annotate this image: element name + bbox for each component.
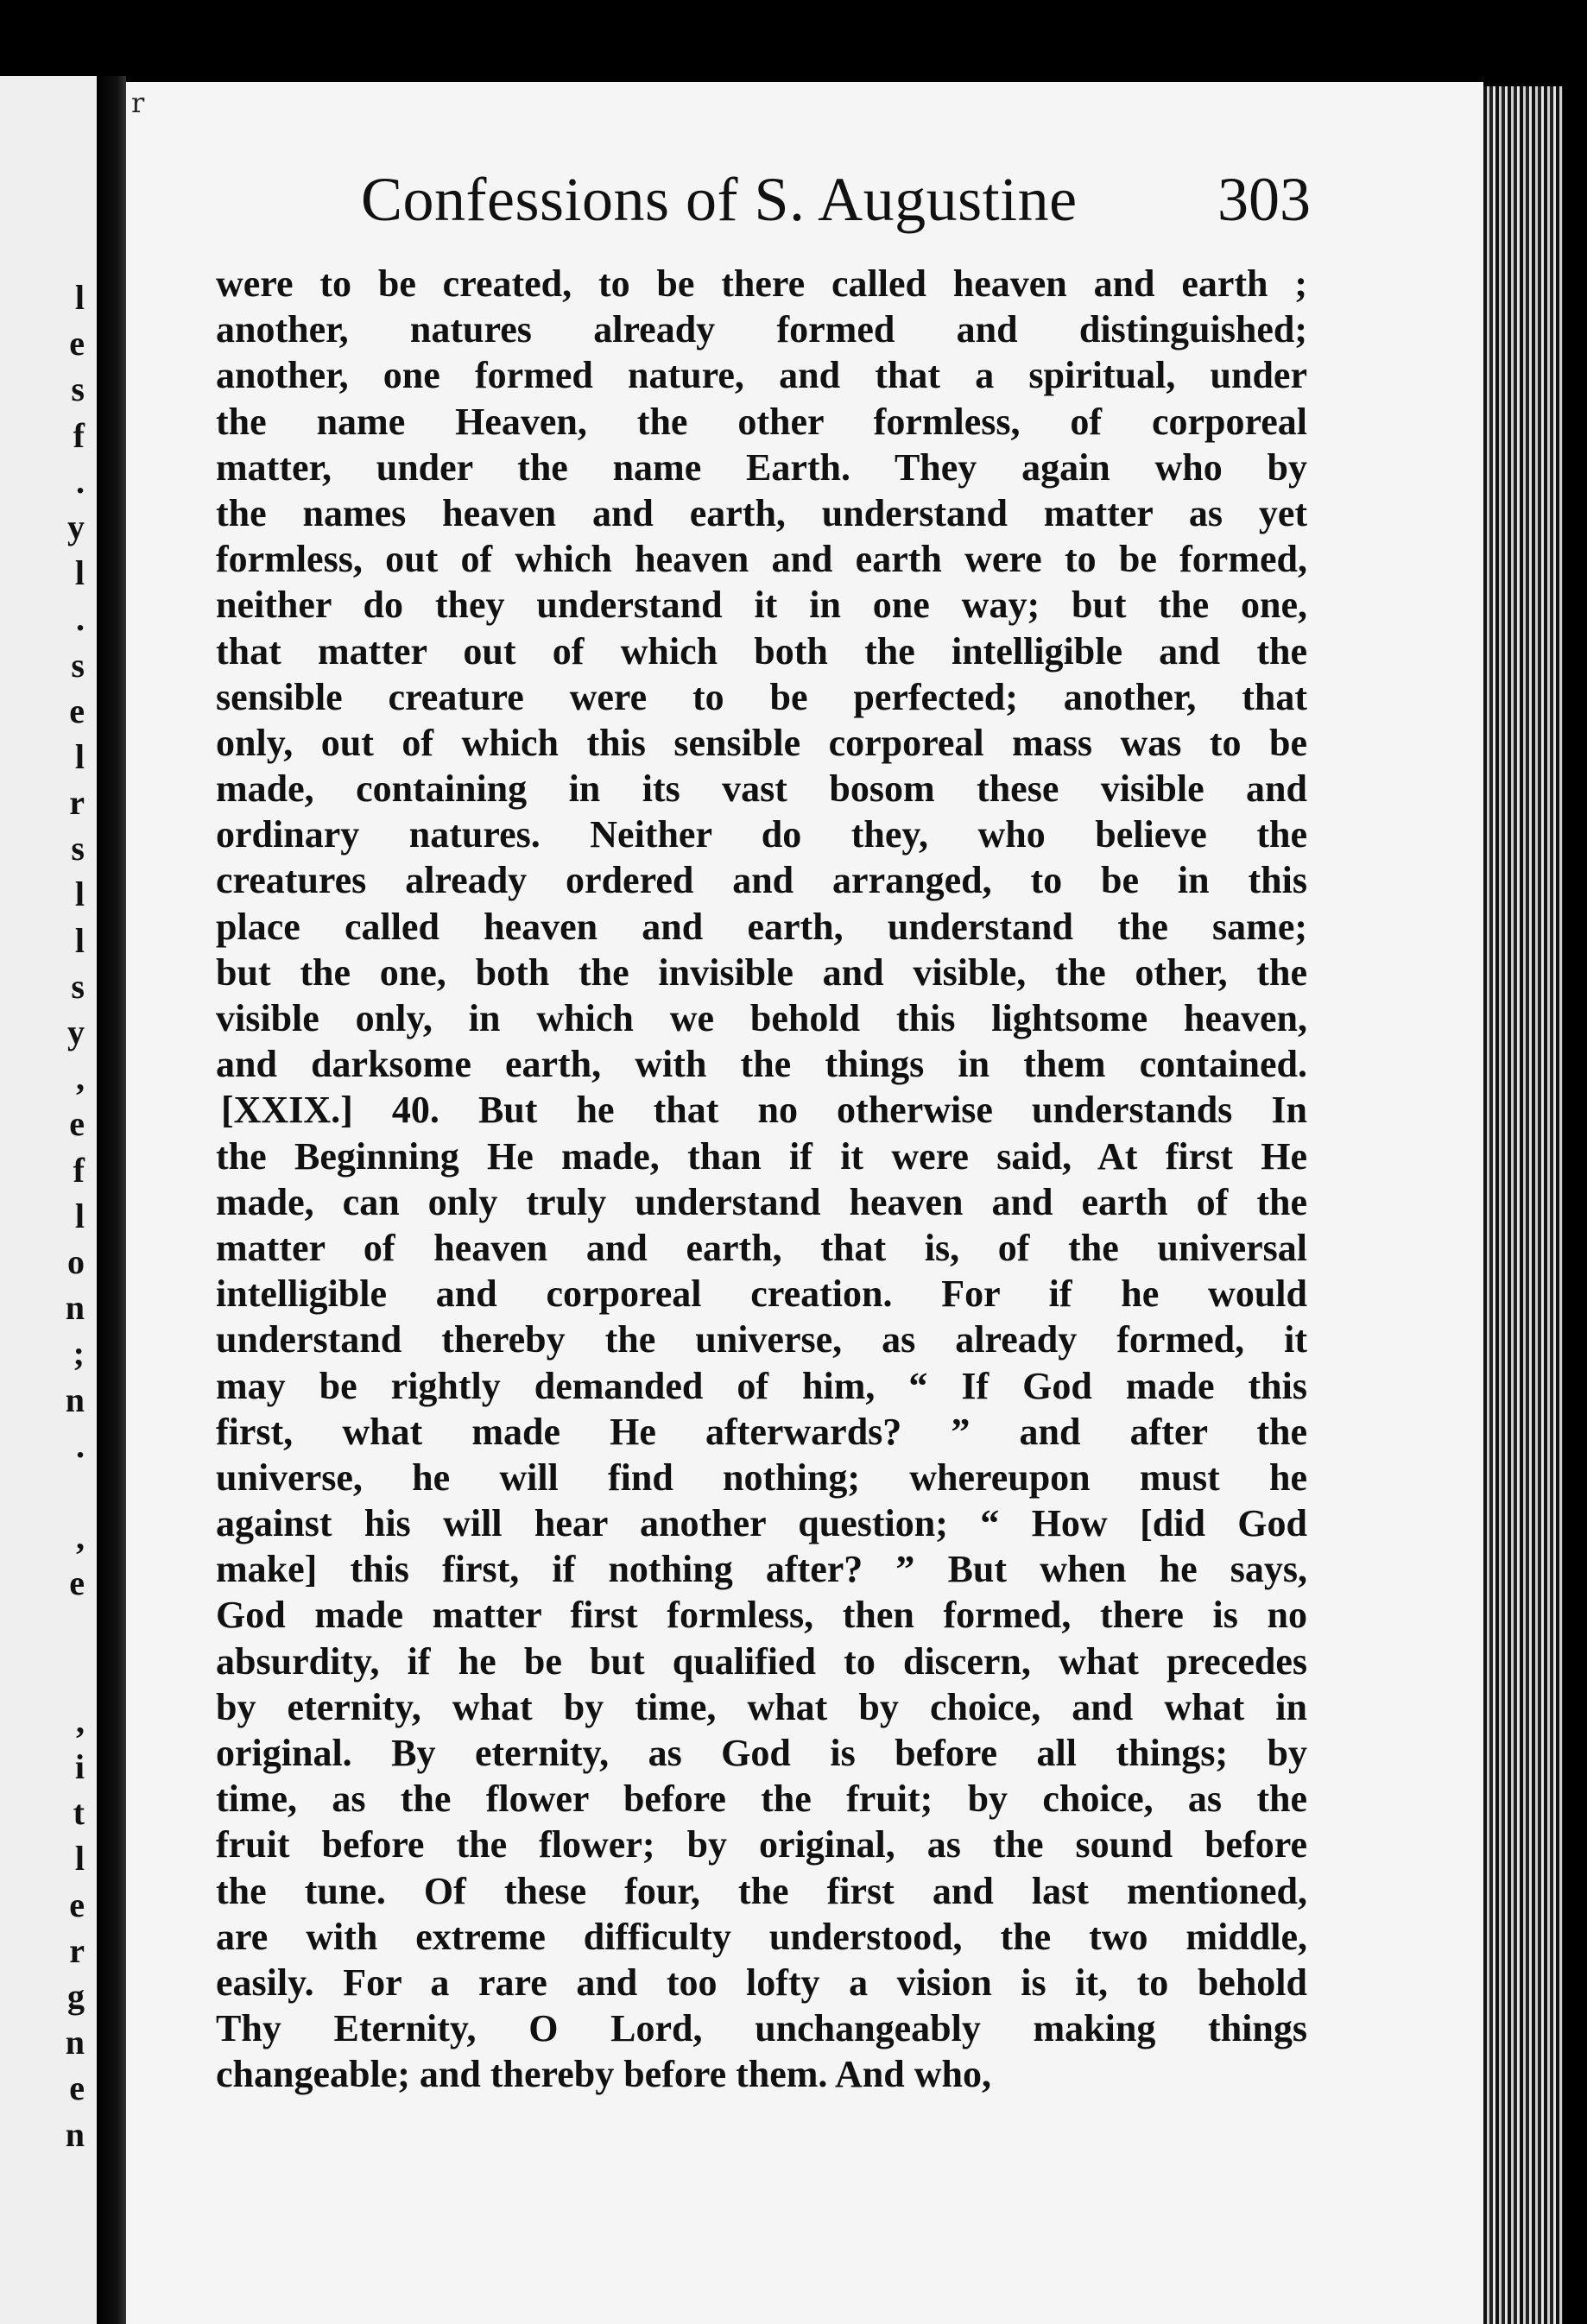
left-page-letter: e xyxy=(69,324,85,363)
left-page-letter: e xyxy=(69,1563,85,1603)
left-page-letter: n xyxy=(65,1288,85,1328)
book-gutter xyxy=(97,76,126,2324)
left-page-edge xyxy=(0,76,97,2324)
left-page-letter: y xyxy=(67,1013,85,1051)
left-page-letter: e xyxy=(69,1104,85,1144)
text-line: original. By eternity, as God is before all things; by xyxy=(216,1732,1307,1774)
page-number: 303 xyxy=(1217,165,1311,234)
text-line: [XXIX.] 40. But he that no otherwise understands In xyxy=(221,1089,1307,1132)
text-line: the name Heaven, the other formless, of corporeal xyxy=(216,400,1307,443)
left-page-letter: s xyxy=(71,369,85,409)
left-page-letter: l xyxy=(74,920,85,960)
left-page-letter: . xyxy=(76,1425,85,1465)
running-title: Confessions of S. Augustine xyxy=(361,165,1078,234)
text-line: visible only, in which we behold this lightsome heaven, xyxy=(216,997,1307,1039)
left-page-letter: s xyxy=(71,966,85,1006)
left-page-letter: l xyxy=(74,553,85,593)
text-line: by eternity, what by time, what by choice, and what in xyxy=(216,1685,1307,1728)
text-line: absurdity, if he be but qualified to discern, what precedes xyxy=(216,1639,1307,1683)
left-page-letter: f xyxy=(73,415,85,455)
left-page-letter: l xyxy=(74,278,85,317)
left-page-cut-text xyxy=(54,275,85,2157)
text-line: another, one formed nature, and that a spiritual, under xyxy=(216,354,1307,397)
text-line: creatures already ordered and arranged, to be in this xyxy=(216,859,1307,902)
text-line: neither do they understand it in one way; but the one, xyxy=(216,584,1307,627)
left-page-letter: l xyxy=(74,1196,85,1235)
left-page-letter: . xyxy=(76,599,85,639)
left-page-letter: s xyxy=(71,645,85,685)
text-line: only, out of which this sensible corporeal mass was to be xyxy=(216,721,1307,764)
text-line: first, what made He afterwards? ” and after the xyxy=(216,1410,1307,1453)
scan-border xyxy=(1563,86,1587,2324)
corner-mark: r xyxy=(131,86,145,119)
text-line: matter of heaven and earth, that is, of the universal xyxy=(216,1226,1307,1269)
text-line: God made matter first formless, then formed, there is no xyxy=(216,1594,1307,1637)
text-line: that matter out of which both the intelligible and the xyxy=(216,629,1307,673)
left-page-letter: , xyxy=(76,1518,85,1557)
left-page-letter: g xyxy=(67,1976,85,2016)
left-page-letter: n xyxy=(65,2023,85,2062)
left-page-letter: e xyxy=(69,1885,85,1924)
text-line: ordinary natures. Neither do they, who believe the xyxy=(216,813,1307,856)
text-line: are with extreme difficulty understood, the two middle, xyxy=(216,1915,1307,1958)
text-line: formless, out of which heaven and earth were to be formed, xyxy=(216,538,1307,581)
page-stack-edge xyxy=(1483,86,1563,2324)
text-line: universe, he will find nothing; whereupon must he xyxy=(216,1456,1307,1499)
text-line: made, containing in its vast bosom these visible and xyxy=(216,767,1307,811)
text-line: and darksome earth, with the things in them contained. xyxy=(216,1043,1307,1086)
left-page-letter: i xyxy=(74,1747,85,1786)
text-line: the tune. Of these four, the first and last mentioned, xyxy=(216,1869,1307,1912)
left-page-letter: n xyxy=(65,2114,85,2154)
text-line: the Beginning He made, than if it were said, At first He xyxy=(216,1134,1307,1178)
left-page-letter: ; xyxy=(73,1334,85,1374)
left-page-letter: n xyxy=(65,1380,85,1419)
left-page-letter: l xyxy=(74,1839,85,1879)
text-line: place called heaven and earth, understand the same; xyxy=(216,905,1307,948)
text-line: intelligible and corporeal creation. For if he would xyxy=(216,1273,1307,1316)
text-line: another, natures already formed and distinguished; xyxy=(216,308,1307,351)
left-page-letter: e xyxy=(69,2068,85,2108)
left-page-letter: r xyxy=(69,783,85,823)
left-page-letter: l xyxy=(74,736,85,776)
text-line: understand thereby the universe, as already formed, it xyxy=(216,1318,1307,1361)
text-line: matter, under the name Earth. They again who by xyxy=(216,445,1307,489)
text-line: make] this first, if nothing after? ” But when he says, xyxy=(216,1548,1307,1591)
text-line: Thy Eternity, O Lord, unchangeably making things xyxy=(216,2007,1307,2050)
left-page-letter: r xyxy=(69,1930,85,1970)
left-page-letter: , xyxy=(76,1058,85,1098)
text-line: sensible creature were to be perfected; another, that xyxy=(216,675,1307,718)
text-line: were to be created, to be there called heaven and earth ; xyxy=(216,262,1307,305)
left-page-letter: t xyxy=(73,1793,85,1833)
text-line: but the one, both the invisible and visible, the other, the xyxy=(216,950,1307,994)
left-page-letter: , xyxy=(76,1701,85,1740)
text-line: made, can only truly understand heaven and earth of the xyxy=(216,1180,1307,1223)
text-line: changeable; and thereby before them. And who, xyxy=(216,2053,991,2096)
left-page-letter: f xyxy=(73,1150,85,1190)
left-page-letter: o xyxy=(67,1241,85,1281)
text-line: may be rightly demanded of him, “ If God made this xyxy=(216,1364,1307,1407)
text-line: easily. For a rare and too lofty a vision is it, to behold xyxy=(216,1961,1307,2004)
left-page-letter: l xyxy=(74,875,85,914)
body-text xyxy=(216,261,1307,2098)
text-line: time, as the flower before the fruit; by choice, as the xyxy=(216,1778,1307,1821)
left-page-letter: y xyxy=(67,507,85,546)
left-page-letter: e xyxy=(69,691,85,730)
text-line: against his will hear another question; “ How [did God xyxy=(216,1502,1307,1545)
left-page-letter: s xyxy=(71,829,85,868)
text-line: fruit before the flower; by original, as the sound before xyxy=(216,1823,1307,1866)
left-page-letter: . xyxy=(76,461,85,501)
page-header xyxy=(361,164,1311,236)
text-line: the names heaven and earth, understand matter as yet xyxy=(216,491,1307,534)
